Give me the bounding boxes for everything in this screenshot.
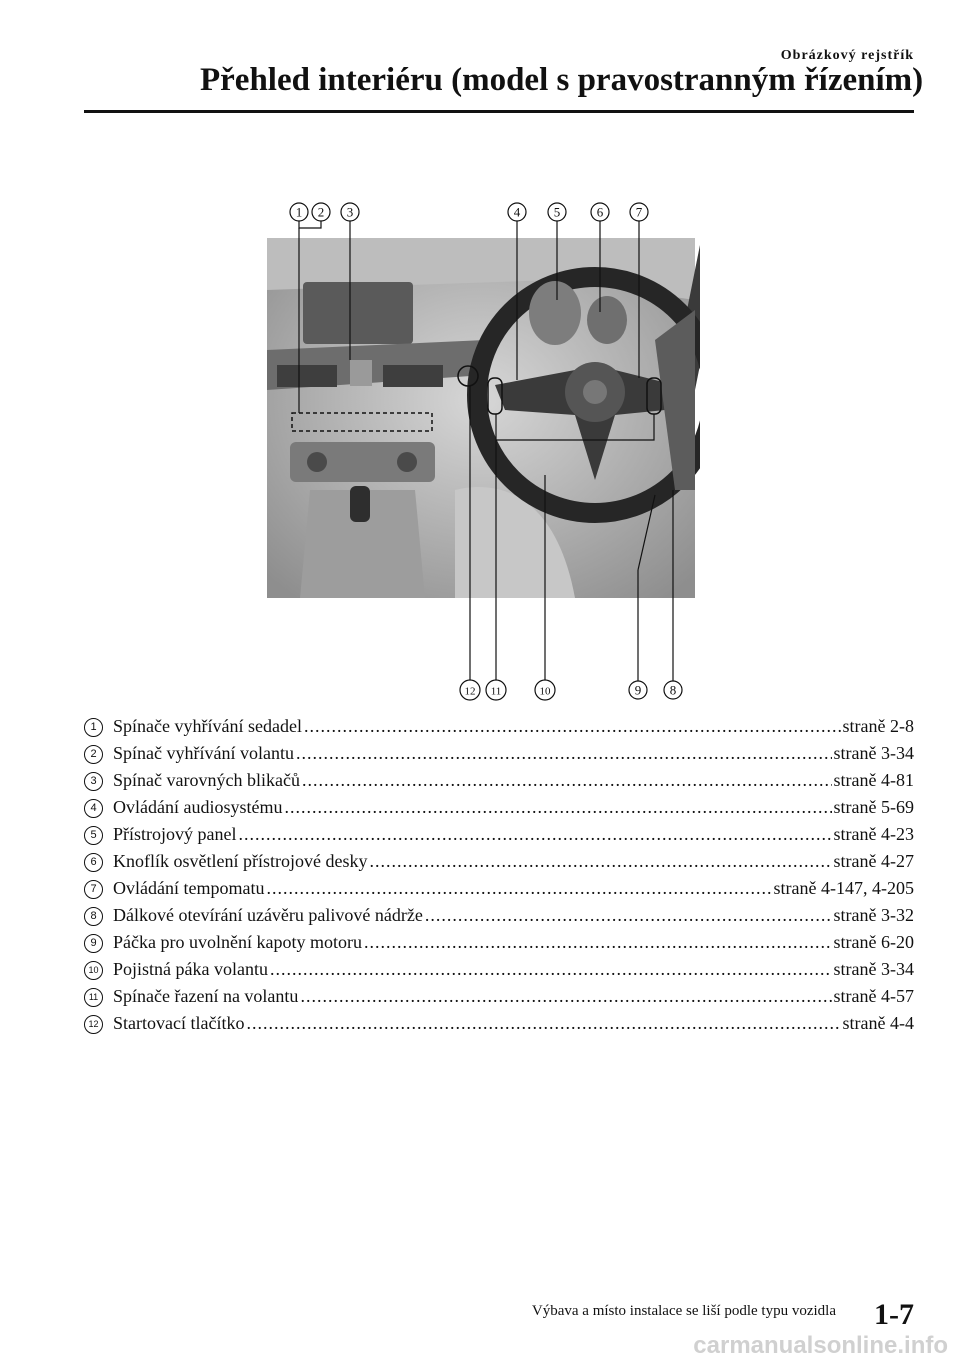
legend-item[interactable] [84,929,914,956]
title-rule [84,110,914,113]
legend-label: Ovládání tempomatu [113,878,265,898]
page-reference[interactable]: straně 4-57 [833,986,914,1006]
legend-label: Spínače řazení na volantu [113,986,299,1006]
dot-leader [296,740,832,767]
callout-label: 9 [634,682,642,698]
callout-label: 12 [464,685,476,698]
legend-number: 7 [84,880,103,899]
legend-item[interactable] [84,1010,914,1037]
center-display [303,282,413,344]
legend-item[interactable] [84,902,914,929]
page-reference[interactable]: straně 3-34 [833,959,914,979]
top-callouts [290,203,648,221]
page-number: 1-7 [874,1298,914,1331]
legend-number: 4 [84,799,103,818]
callout-label: 2 [317,204,325,220]
legend-number: 12 [84,1015,103,1034]
interior-figure [255,190,700,715]
legend-item[interactable] [84,983,914,1010]
right-vent [383,365,443,387]
callout-label: 8 [669,682,677,698]
callout-label: 7 [635,204,643,220]
callout-label: 6 [596,204,604,220]
dot-leader [304,713,841,740]
legend-number: 5 [84,826,103,845]
dot-leader [246,1010,840,1037]
bottom-callouts [460,680,682,700]
brand-emblem [583,380,607,404]
hazard-switch [350,360,372,386]
interior-illustration [255,190,700,715]
legend-list [84,713,914,1037]
page-reference[interactable]: straně 4-81 [833,770,914,790]
callout-label: 10 [539,685,551,698]
legend-label: Startovací tlačítko [113,1013,245,1033]
legend-number: 11 [84,988,103,1007]
dot-leader [302,767,832,794]
legend-number: 9 [84,934,103,953]
dot-leader [425,902,832,929]
legend-item[interactable] [84,767,914,794]
dot-leader [364,929,832,956]
page-reference[interactable]: straně 4-23 [833,824,914,844]
legend-label: Ovládání audiosystému [113,797,283,817]
legend-label: Spínač varovných blikačů [113,770,300,790]
dot-leader [300,983,831,1010]
callout-label: 1 [295,204,303,220]
callout-label: 3 [346,204,354,220]
dot-leader [369,848,831,875]
legend-label: Dálkové otevírání uzávěru palivové nádrže [113,905,423,925]
left-vent [277,365,337,387]
leader-line [299,221,321,228]
legend-label: Přístrojový panel [113,824,237,844]
legend-number: 8 [84,907,103,926]
page-reference[interactable]: straně 5-69 [833,797,914,817]
page-reference[interactable]: straně 4-27 [833,851,914,871]
legend-number: 2 [84,745,103,764]
climate-knob-left [307,452,327,472]
shift-lever [350,486,370,522]
callout-label: 11 [490,685,502,698]
dot-leader [266,875,771,902]
page-reference[interactable]: straně 4-4 [842,1013,914,1033]
page-reference[interactable]: straně 4-147, 4-205 [773,878,914,898]
legend-number: 6 [84,853,103,872]
page-reference[interactable]: straně 2-8 [842,716,914,736]
legend-label: Pojistná páka volantu [113,959,268,979]
legend-item[interactable] [84,821,914,848]
legend-item[interactable] [84,740,914,767]
legend-item[interactable] [84,713,914,740]
legend-number: 10 [84,961,103,980]
callout-label: 4 [513,204,521,220]
legend-label: Spínač vyhřívání volantu [113,743,294,763]
legend-item[interactable] [84,956,914,983]
legend-label: Knoflík osvětlení přístrojové desky [113,851,368,871]
page-reference[interactable]: straně 3-32 [833,905,914,925]
footer-note: Výbava a místo instalace se liší podle typu vozidla [531,1303,836,1319]
climate-knob-right [397,452,417,472]
page-title: Přehled interiéru (model s pravostranným řízením) [200,62,924,98]
callout-label: 5 [553,204,561,220]
dot-leader [284,794,831,821]
dot-leader [270,956,832,983]
section-header: Obrázkový rejstřík [780,48,914,63]
legend-item[interactable] [84,875,914,902]
page-reference[interactable]: straně 3-34 [833,743,914,763]
dot-leader [239,821,832,848]
legend-item[interactable] [84,794,914,821]
legend-number: 1 [84,718,103,737]
legend-number: 3 [84,772,103,791]
page-reference[interactable]: straně 6-20 [833,932,914,952]
instrument-cluster-right [587,296,627,344]
legend-item[interactable] [84,848,914,875]
legend-label: Spínače vyhřívání sedadel [113,716,302,736]
legend-label: Páčka pro uvolnění kapoty motoru [113,932,362,952]
watermark: carmanualsonline.info [693,1332,948,1359]
instrument-cluster-gauge [529,281,581,345]
